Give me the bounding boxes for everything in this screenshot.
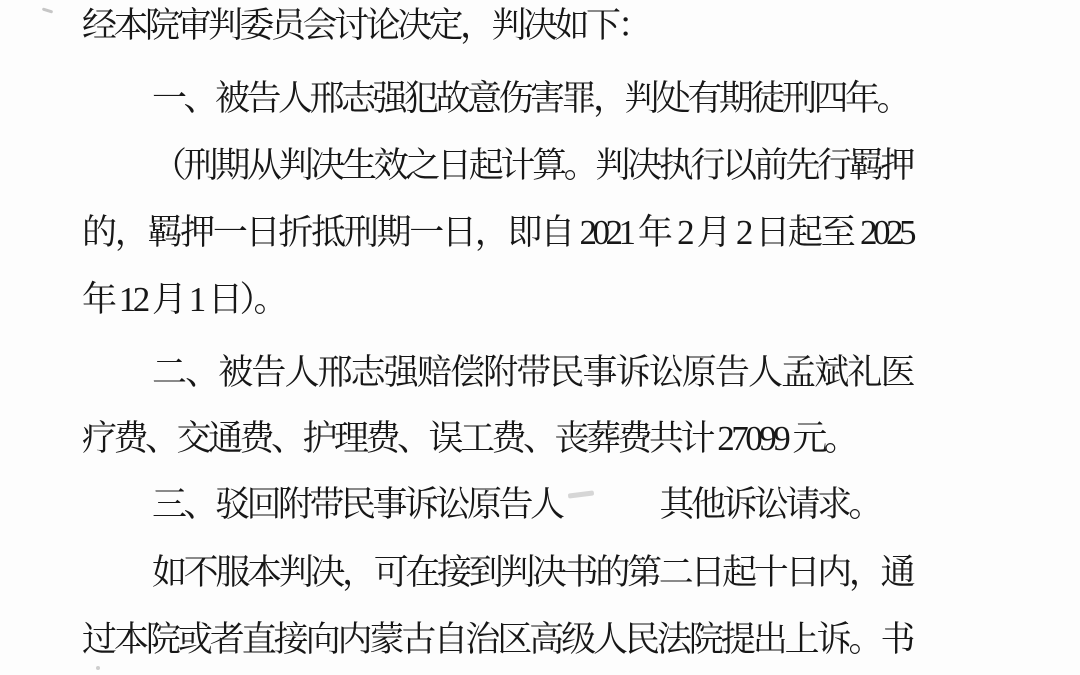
line-item-three-dismissal	[82, 484, 912, 526]
faint-smudge	[567, 490, 593, 498]
line-term-calculation-3: 年 12 月 1 日）。	[82, 280, 286, 319]
redacted-name-gap	[562, 490, 660, 520]
line-deliberation-decision: 经本院审判委员会讨论决定，判决如下：	[82, 6, 650, 45]
scan-speck	[96, 666, 100, 670]
line-appeal-notice-1: 如不服本判决，可在接到判决书的第二日起十日内，通	[152, 553, 912, 592]
line-item-one-sentence: 一、被告人邢志强犯故意伤害罪，判处有期徒刑四年。	[152, 79, 909, 118]
line-item-two-compensation-2: 疗费、交通费、护理费、误工费、丧葬费共计 27099 元。	[82, 419, 856, 458]
scan-speck	[42, 7, 53, 13]
dismissal-text-suffix: 其他诉讼请求。	[659, 485, 881, 524]
line-item-two-compensation-1: 二、被告人邢志强赔偿附带民事诉讼原告人孟斌礼医	[152, 353, 912, 392]
line-appeal-notice-2: 过本院或者直接向内蒙古自治区高级人民法院提出上诉。书	[82, 620, 912, 659]
dismissal-text-prefix: 三、驳回附带民事诉讼原告人	[152, 485, 562, 524]
line-term-calculation-2: 的，羁押一日折抵刑期一日，即自 2021 年 2 月 2 日起至 2025	[82, 213, 912, 252]
line-term-calculation-1: （刑期从判决生效之日起计算。判决执行以前先行羁押	[152, 146, 912, 185]
